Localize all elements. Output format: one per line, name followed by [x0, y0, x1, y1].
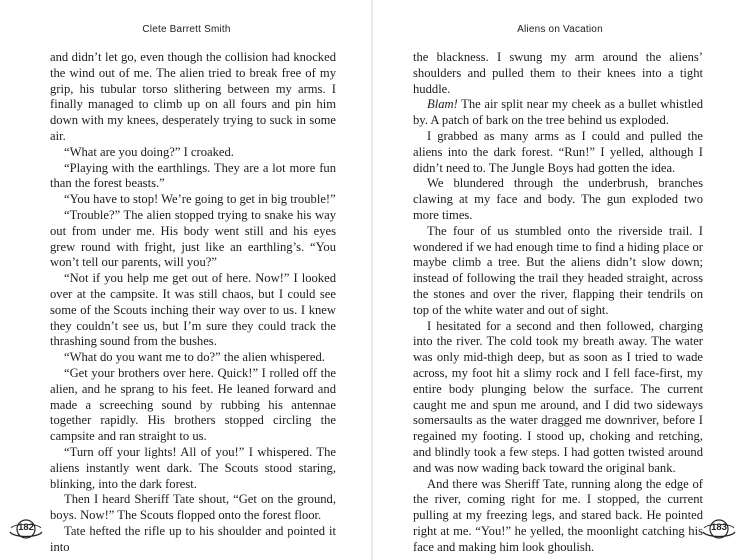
paragraph: “What do you want me to do?” the alien whispered. — [64, 350, 325, 365]
paragraph: “Turn off your lights! All of you!” I whispered. The aliens instantly went dark. The Scouts stood staring, blinking, into the dark forest. — [50, 444, 336, 491]
paragraph: “Get your brothers over here. Quick!” I rolled off the alien, and he sprang to his feet. He leaned forward and made a screeching sound by rubbing his antennae together rapidly. His brothers stopped circling the campsite and ran straight to us. — [50, 365, 336, 444]
running-head-title: Aliens on Vacation — [517, 24, 603, 35]
paragraph: Then I heard Sheriff Tate shout, “Get on the ground, boys. Now!” The Scouts flopped onto the forest floor. — [50, 492, 336, 523]
left-page — [0, 0, 373, 560]
running-head-author: Clete Barrett Smith — [142, 24, 231, 35]
paragraph: The four of us stumbled onto the riverside trail. I wondered if we had enough time to find a hiding place or maybe climb a tree. But the aliens didn’t slow down; instead of following the trail they headed straight, across the stones and over the river, flapping their tendrils on top of the white water and out of sight. — [413, 223, 703, 317]
left-page-body — [50, 50, 336, 556]
right-page — [373, 0, 747, 560]
paragraph: I grabbed as many arms as I could and pulled the aliens into the dark forest. “Run!” I yelled, although I didn’t need to. The Jungle Boys had gotten the idea. — [413, 128, 703, 175]
paragraph: “What are you doing?” I croaked. — [64, 144, 234, 159]
paragraph: “You have to stop! We’re going to get in big trouble!” — [64, 192, 336, 207]
paragraph: “Not if you help me get out of here. Now!” I looked over at the campsite. It was still chaos, but I could see some of the Scouts inching their way over to us. I knew they couldn’t see us, but I’m sure they could track the thrashing sound from the bushes. — [50, 271, 336, 349]
sound-effect-text: Blam! — [427, 97, 458, 112]
paragraph: and didn’t let go, even though the collision had knocked the wind out of me. The alien tried to break free of my grip, his tubular torso slithering between my arms. I finally managed to climb up on all fours and pin him down with my knees, desperately trying to suck in some air. — [50, 50, 336, 143]
paragraph: I hesitated for a second and then followed, charging into the river. The cold took my breath away. The water was only mid-thigh deep, but as soon as I tried to wade across, my foot hit a slimy rock and I fell face-first, my entire body plunging below the surface. The current caught me and spun me around, and I did two sideways somersaults as the water dragged me downriver, before I regained my footing. I stood up, choking and retching, and blindly took a few steps. I had gotten twisted around and was now wading back toward the original bank. — [413, 318, 703, 475]
page-number-text: 183 — [711, 522, 727, 533]
paragraph-text: The air split near my cheek as a bullet whistled by. A patch of bark on the tree behind us exploded. — [413, 97, 703, 128]
paragraph: “Trouble?” The alien stopped trying to snake his way out from under me. His body went still and his eyes grew round with fright, just like an earthling’s. “You won’t tell our parents, will you?” — [50, 207, 336, 270]
paragraph: “Playing with the earthlings. They are a lot more fun than the forest beasts.” — [50, 160, 336, 191]
paragraph: Tate hefted the rifle up to his shoulder and pointed it into — [50, 523, 336, 554]
paragraph: We blundered through the underbrush, branches clawing at my face and body. The gun exploded two more times. — [413, 176, 703, 222]
paragraph: the blackness. I swung my arm around the aliens’ shoulders and pulled them to their knees into a tight huddle. — [413, 50, 703, 96]
paragraph — [413, 97, 703, 129]
page-number-left — [6, 517, 46, 541]
paragraph: And there was Sheriff Tate, running along the edge of the river, coming right for me. I stopped, the current pulling at my freezing legs, and stared back. He pointed right at me. “You!” he yelled, the moonlight catching his face and making him look ghoulish. — [413, 476, 703, 554]
page-number-text: 182 — [18, 522, 34, 533]
page-number-right — [699, 517, 739, 541]
right-page-body — [413, 50, 703, 556]
